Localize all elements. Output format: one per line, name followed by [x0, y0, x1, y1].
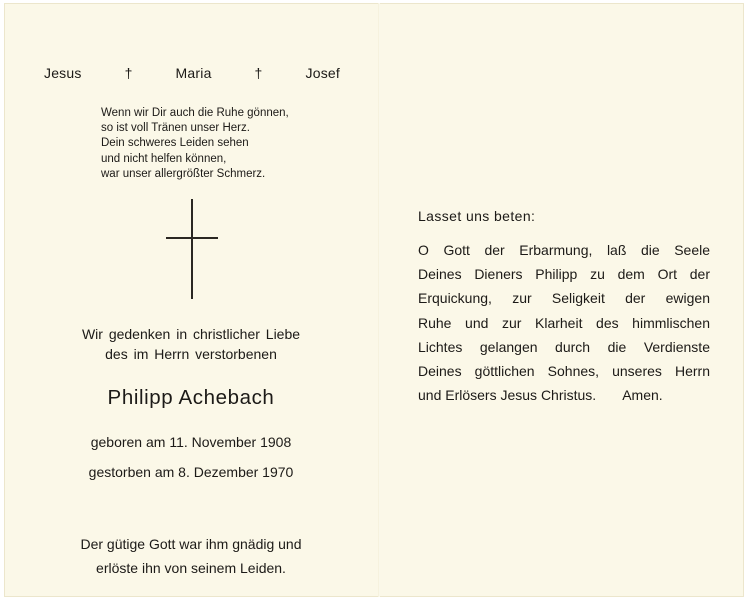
dagger-glyph: † — [254, 65, 263, 81]
closing-line: Der gütige Gott war ihm gnädig und — [80, 536, 302, 552]
cross-vertical-bar — [191, 199, 193, 299]
prayer-line: Deines Dieners Philipp zu dem Ort der — [418, 266, 710, 283]
amen-text: Amen. — [622, 387, 663, 404]
poem — [101, 106, 289, 182]
poem-line: war unser allergrößter Schmerz. — [101, 167, 266, 180]
prayer-text — [418, 238, 710, 407]
name-maria: Maria — [175, 65, 212, 81]
dagger-glyph: † — [124, 65, 133, 81]
holy-names-header — [44, 65, 340, 81]
remembrance-line: des im Herrn verstorbenen — [105, 346, 277, 362]
memorial-card — [4, 3, 744, 597]
prayer-line: und Erlösers Jesus Christus. — [418, 387, 597, 404]
prayer-heading: Lasset uns beten: — [418, 208, 536, 224]
prayer-line: Lichtes gelangen durch die Verdienste — [418, 338, 710, 355]
card-fold — [378, 3, 380, 597]
poem-line: so ist voll Tränen unser Herz. — [101, 122, 250, 135]
remembrance-line: Wir gedenken in christlicher Liebe — [81, 326, 301, 342]
closing-line: erlöste ihn von seinem Leiden. — [96, 560, 286, 576]
deceased-name: Philipp Achebach — [107, 386, 275, 409]
death-date: gestorben am 8. Dezember 1970 — [88, 464, 294, 480]
prayer-line: Ruhe und zur Klarheit des himmlischen — [418, 314, 710, 331]
poem-line: und nicht helfen können, — [101, 152, 227, 165]
closing-text — [4, 532, 378, 580]
poem-line: Wenn wir Dir auch die Ruhe gönnen, — [101, 107, 289, 119]
cross-icon — [166, 199, 218, 299]
prayer-line: Deines göttlichen Sohnes, unseres Herrn — [418, 363, 710, 380]
prayer-last-line — [418, 383, 710, 407]
remembrance-text — [4, 324, 378, 364]
prayer-line: O Gott der Erbarmung, laß die Seele — [418, 242, 710, 258]
poem-line: Dein schweres Leiden sehen — [101, 137, 249, 150]
name-josef: Josef — [305, 65, 340, 81]
prayer-line: Erquickung, zur Seligkeit der ewigen — [418, 290, 710, 307]
name-jesus: Jesus — [44, 65, 82, 81]
cross-horizontal-bar — [166, 237, 218, 239]
birth-date: geboren am 11. November 1908 — [90, 434, 292, 450]
